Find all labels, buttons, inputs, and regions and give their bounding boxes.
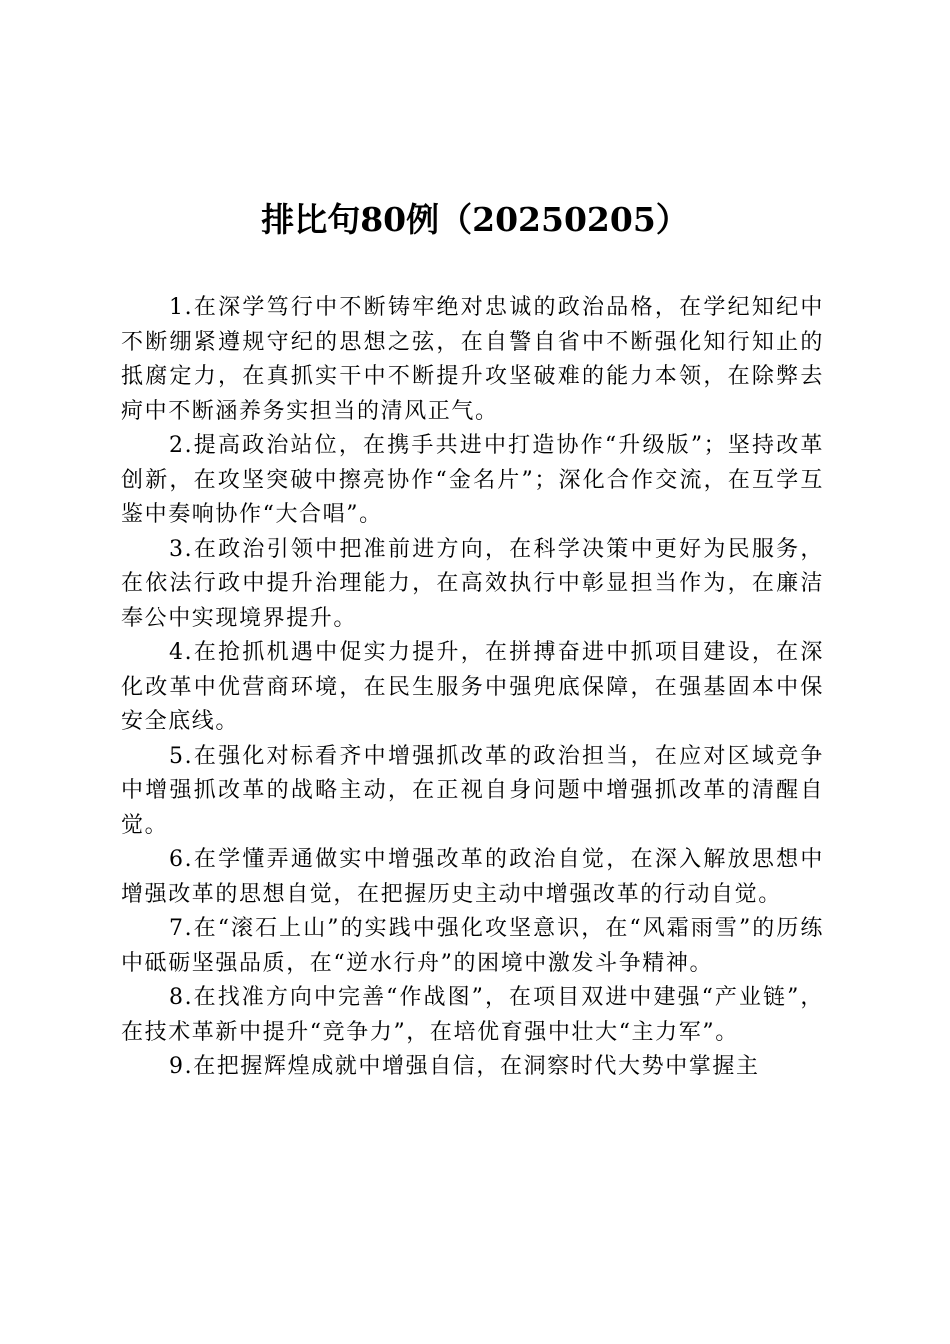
paragraph-9: 9.在把握辉煌成就中增强自信，在洞察时代大势中掌握主 [169,1054,760,1079]
paragraph-7: 7.在“滚石上山”的实践中强化攻坚意识，在“风霜雨雪”的历练中砥砺坚强品质，在“逆水行舟”的困境中激发斗争精神。 [121,916,824,976]
paragraph-2: 2.提高政治站位，在携手共进中打造协作“升级版”；坚持改革创新，在攻坚突破中擦亮协作“金名片”；深化合作交流，在互学互鉴中奏响协作“大合唱”。 [121,433,824,527]
paragraph-6: 6.在学懂弄通做实中增强改革的政治自觉，在深入解放思想中增强改革的思想自觉，在把握历史主动中增强改革的行动自觉。 [121,847,824,907]
paragraph-5: 5.在强化对标看齐中增强抓改革的政治担当，在应对区域竞争中增强抓改革的战略主动，在正视自身问题中增强抓改革的清醒自觉。 [121,743,824,838]
paragraph-3: 3.在政治引领中把准前进方向，在科学决策中更好为民服务，在依法行政中提升治理能力，在高效执行中彰显担当作为，在廉洁奉公中实现境界提升。 [121,536,824,631]
paragraph-1: 1.在深学笃行中不断铸牢绝对忠诚的政治品格，在学纪知纪中不断绷紧遵规守纪的思想之弦，在自警自省中不断强化知行知止的抵腐定力，在真抓实干中不断提升攻坚破难的能力本领，在除弊去疴中不断涵养务实担当的清风正气。 [121,295,824,424]
paragraph-8: 8.在找准方向中完善“作战图”，在项目双进中建强“产业链”，在技术革新中提升“竞争力”，在培优育强中壮大“主力军”。 [121,985,824,1045]
document-body [121,291,824,1085]
document-title: 排比句80例（20250205） [261,200,689,239]
paragraph-4: 4.在抢抓机遇中促实力提升，在拼搏奋进中抓项目建设，在深化改革中优营商环境，在民生服务中强兜底保障，在强基固本中保安全底线。 [121,640,824,734]
